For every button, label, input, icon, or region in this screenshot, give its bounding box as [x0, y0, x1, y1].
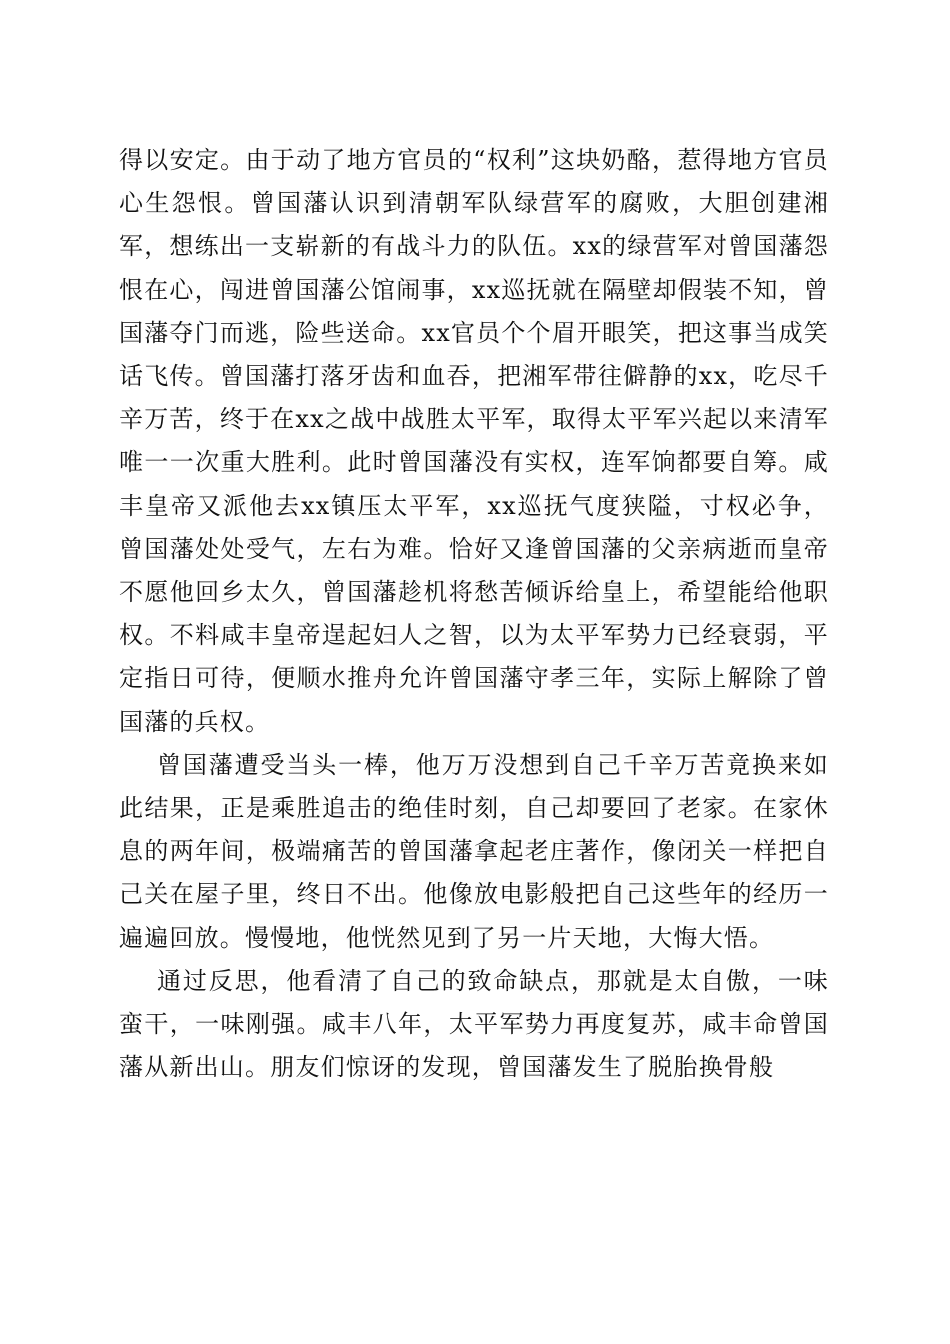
paragraph-2: 曾国藩遭受当头一棒，他万万没想到自己千辛万苦竟换来如此结果，正是乘胜追击的绝佳时刻，自己却要回了老家。在家休息的两年间，极端痛苦的曾国藩拿起老庄著作，像闭关一样把自己关在屋子里，终日不出。他像放电影般把自己这些年的经历一遍遍回放。慢慢地，他恍然见到了另一片天地，大悔大悟。 — [119, 750, 829, 952]
paragraph-3: 通过反思，他看清了自己的致命缺点，那就是太自傲，一味蛮干，一味刚强。咸丰八年，太平军势力再度复苏，咸丰命曾国藩从新出山。朋友们惊讶的发现，曾国藩发生了脱胎换骨般 — [119, 966, 829, 1082]
document-body — [119, 139, 829, 1089]
paragraph-1: 得以安定。由于动了地方官员的“权利”这块奶酪，惹得地方官员心生怨恨。曾国藩认识到清朝军队绿营军的腐败，大胆创建湘军，想练出一支崭新的有战斗力的队伍。xx的绿营军对曾国藩怨恨在心，闯进曾国藩公馆闹事，xx巡抚就在隔壁却假装不知，曾国藩夺门而逃，险些送命。xx官员个个眉开眼笑，把这事当成笑话飞传。曾国藩打落牙齿和血吞，把湘军带往僻静的xx，吃尽千辛万苦，终于在xx之战中战胜太平军，取得太平军兴起以来清军唯一一次重大胜利。此时曾国藩没有实权，连军饷都要自筹。咸丰皇帝又派他去xx镇压太平军，xx巡抚气度狭隘，寸权必争，曾国藩处处受气，左右为难。恰好又逢曾国藩的父亲病逝而皇帝不愿他回乡太久，曾国藩趁机将愁苦倾诉给皇上，希望能给他职权。不料咸丰皇帝逞起妇人之智，以为太平军势力已经衰弱，平定指日可待，便顺水推舟允许曾国藩守孝三年，实际上解除了曾国藩的兵权。 — [119, 146, 829, 736]
